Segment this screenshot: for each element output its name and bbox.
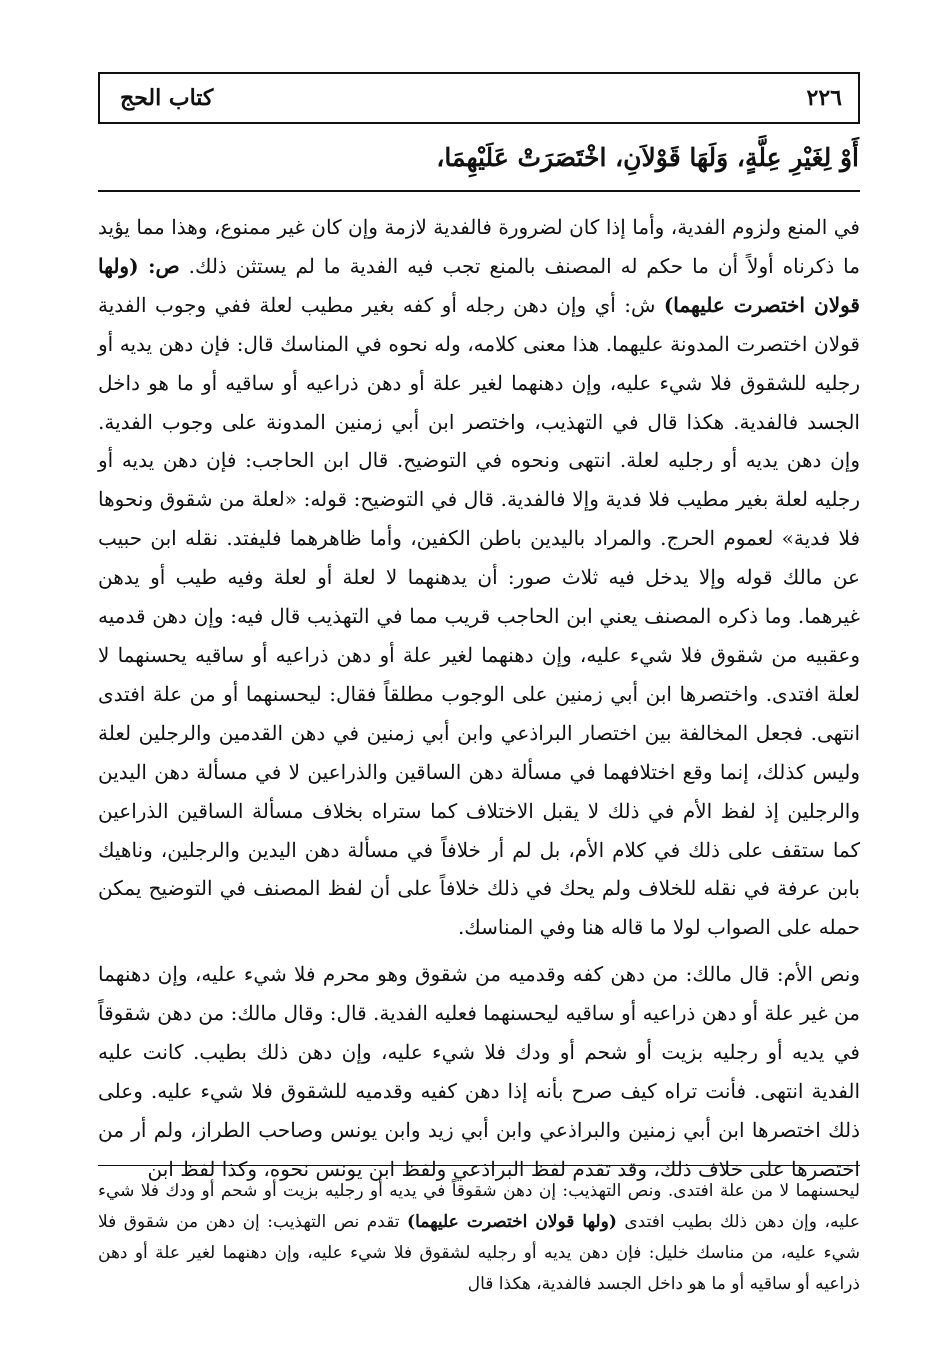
footnotes [98, 1176, 860, 1300]
footnote-quoted-matn: (ولها قولان اختصرت عليهما) [407, 1212, 617, 1232]
paragraph-text: ش: أي وإن دهن رجله أو كفه بغير مطيب لعلة ففي وجوب الفدية قولان اختصرت المدونة عليهما. هذا معنى كلامه، وله نحوه في المناسك قال: فإن دهن يديه أو رجليه للشقوق فلا شيء عليه، وإن دهنهما لغير علة أو دهن ذراعيه أو ساقيه أو ما هو داخل الجسد فالفدية. هكذا قال في التهذيب، واختصر ابن أبي زمنين المدونة على وجوب الفدية. وإن دهن يديه أو رجليه لعلة. انتهى ونحوه في التوضيح. قال ابن الحاجب: فإن دهن يديه أو رجليه لعلة بغير مطيب فلا فدية وإلا فالفدية. قال في التوضيح: قوله: «لعلة من شقوق ونحوها فلا فدية» لعموم الحرج. والمراد باليدين باطن الكفين، وأما ظاهرهما فليفتد. نقله ابن حبيب عن مالك قوله وإلا يدخل فيه ثلاث صور: أن يدهنهما لا لعلة أو لعلة وفيه طيب أو يدهن غيرهما. وما ذكره المصنف يعني ابن الحاجب قريب مما في التهذيب قال فيه: وإن دهن قدميه وعقبيه من شقوق فلا شيء عليه، وإن دهنهما لغير علة أو دهن ذراعيه أو ساقيه يحسنهما لا لعلة افتدى. واختصرها ابن أبي زمنين على الوجوب مطلقاً فقال: ليحسنهما أو من علة افتدى انتهى. فجعل المخالفة بين اختصار البراذعي وابن أبي زمنين في دهن القدمين والرجلين لعلة وليس كذلك، إنما وقع اختلافهما في مسألة دهن الساقين والذراعين لا في مسألة دهن اليدين والرجلين إذ لفظ الأم في ذلك لا يقبل الاختلاف كما ستراه بخلاف مسألة الساقين الذراعين كما ستقف على ذلك في كلام الأم، بل لم أر خلافاً في مسألة دهن اليدين والرجلين، وناهيك بابن عرفة في نقله للخلاف ولم يحك في ذلك خلافاً على أن لفظ المصنف في التوضيح يمكن حمله على الصواب لولا ما قاله هنا وفي المناسك. [98, 292, 860, 940]
running-header [98, 72, 860, 124]
quoted-matn: ص: (ولها قولان اختصرت عليهما) [98, 253, 860, 317]
paragraph-text: في المنع ولزوم الفدية، وأما إذا كان لضرورة فالفدية لازمة وإن كان غير ممنوع، وهذا مما يؤيد ما ذكرناه أولاً أن ما حكم له المصنف بالمنع تجب فيه الفدية ما لم يستثن ذلك. [98, 215, 860, 278]
paragraph: ونص الأم: قال مالك: من دهن كفه وقدميه من شقوق وهو محرم فلا شيء عليه، وإن دهنهما من غير علة أو دهن ذراعيه أو ساقيه ليحسنهما فعليه الفدية. قال: وقال مالك: من دهن شقوقاً في يديه أو رجليه بزيت أو شحم أو ودك فلا شيء عليه، وإن دهن ذلك بطيب. كانت عليه الفدية انتهى. فأنت تراه كيف صرح بأنه إذا دهن كفيه وقدميه للشقوق فلا شيء عليه. وعلى ذلك اختصرها ابن أبي زمنين والبراذعي وابن أبي زيد وابن يونس وصاحب الطراز، ولم أر من اختصرها على خلاف ذلك، وقد تقدم لفظ البراذعي ولفظ ابن يونس نحوه، وكذا لفظ ابن [98, 962, 860, 1181]
paragraph [98, 208, 860, 947]
page-number: ٢٢٦ [806, 85, 842, 111]
footnote-text: ليحسنهما لا من علة افتدى. ونص التهذيب: إن دهن شقوقاً في يديه أو رجليه بزيت أو شحم أو ودك فلا شيء عليه، وإن دهن ذلك بطيب افتدى [98, 1181, 860, 1232]
matn-divider [98, 190, 860, 192]
footnote-text: تقدم نص التهذيب: إن دهن من شقوق فلا شيء عليه، من مناسك خليل: فإن دهن يديه أو رجليه لشقوق فلا شيء عليه، وإن دهنهما لغير علة أو دهن ذراعيه أو ساقيه أو ما هو داخل الجسد فالفدية، هكذا قال [98, 1212, 860, 1294]
footnote-divider [98, 1165, 860, 1166]
commentary-body [98, 208, 860, 1189]
matn-text: أَوْ لِغَيْرِ عِلَّةٍ، وَلَهَا قَوْلاَنِ، اخْتَصَرَتْ عَلَيْهِمَا، [436, 143, 859, 172]
footnote [98, 1176, 860, 1300]
book-title: كتاب الحج [120, 85, 214, 111]
